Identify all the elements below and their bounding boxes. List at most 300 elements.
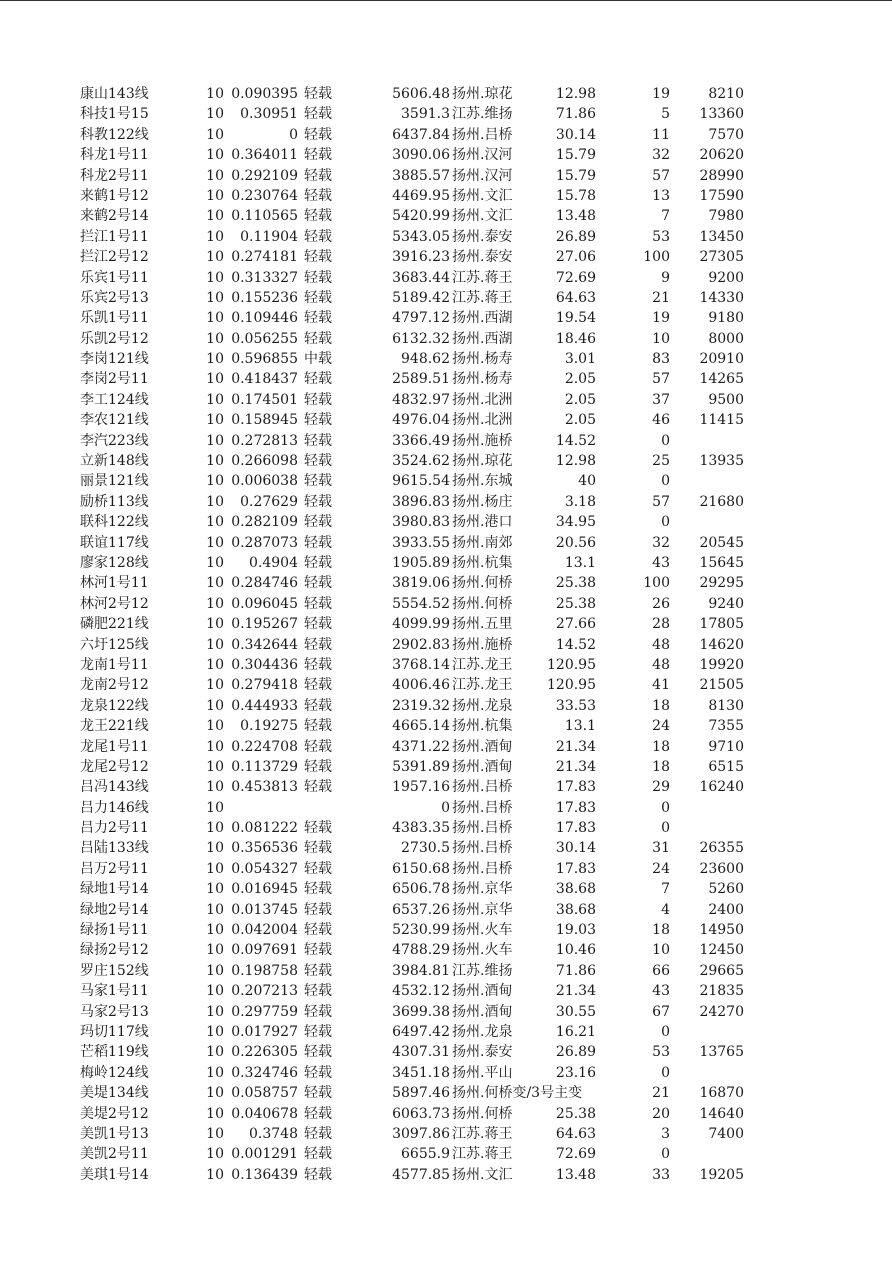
- voltage-cell[interactable]: 10: [206, 534, 224, 551]
- substation-cell[interactable]: 扬州.杨庄: [452, 493, 513, 510]
- voltage-cell[interactable]: 10: [206, 942, 224, 959]
- substation-cell[interactable]: 扬州.文汇: [452, 187, 513, 204]
- count-cell[interactable]: 11: [652, 126, 670, 143]
- capacity-cell[interactable]: 4797.12: [392, 310, 450, 327]
- distance-cell[interactable]: 30.14: [555, 840, 596, 857]
- distance-cell[interactable]: 25.38: [555, 1105, 596, 1122]
- load-status-cell[interactable]: 轻载: [304, 493, 332, 510]
- substation-cell[interactable]: 扬州.何桥: [452, 1105, 513, 1122]
- count-cell[interactable]: 18: [652, 758, 670, 775]
- distance-cell[interactable]: 38.68: [555, 901, 596, 918]
- count-cell[interactable]: 7: [661, 208, 670, 225]
- voltage-cell[interactable]: 10: [206, 126, 224, 143]
- value-cell[interactable]: 17590: [699, 187, 744, 204]
- capacity-cell[interactable]: 2730.5: [401, 840, 450, 857]
- line-name-cell[interactable]: 磷肥221线: [80, 616, 149, 633]
- voltage-cell[interactable]: 10: [206, 1003, 224, 1020]
- count-cell[interactable]: 100: [643, 249, 670, 266]
- load-status-cell[interactable]: 轻载: [304, 1064, 332, 1081]
- line-name-cell[interactable]: 马家2号13: [80, 1003, 149, 1020]
- load-rate-cell[interactable]: 0.040678: [231, 1105, 298, 1122]
- count-cell[interactable]: 3: [661, 1125, 670, 1142]
- capacity-cell[interactable]: 3916.23: [392, 249, 450, 266]
- load-status-cell[interactable]: 轻载: [304, 1166, 332, 1183]
- voltage-cell[interactable]: 10: [206, 656, 224, 673]
- distance-cell[interactable]: 71.86: [555, 106, 596, 123]
- count-cell[interactable]: 28: [652, 616, 670, 633]
- voltage-cell[interactable]: 10: [206, 86, 224, 102]
- load-status-cell[interactable]: 轻载: [304, 656, 332, 673]
- substation-cell[interactable]: 扬州.龙泉: [452, 1023, 513, 1040]
- line-name-cell[interactable]: 绿扬2号12: [80, 942, 149, 959]
- count-cell[interactable]: 48: [652, 656, 670, 673]
- substation-cell[interactable]: 扬州.泰安: [452, 249, 513, 266]
- value-cell[interactable]: 7570: [708, 126, 744, 143]
- voltage-cell[interactable]: 10: [206, 310, 224, 327]
- load-rate-cell[interactable]: 0.356536: [231, 840, 298, 857]
- load-rate-cell[interactable]: 0.090395: [231, 86, 298, 102]
- voltage-cell[interactable]: 10: [206, 799, 224, 816]
- load-status-cell[interactable]: 轻载: [304, 575, 332, 592]
- count-cell[interactable]: 13: [652, 187, 670, 204]
- voltage-cell[interactable]: 10: [206, 881, 224, 898]
- distance-cell[interactable]: 13.48: [555, 208, 596, 225]
- load-rate-cell[interactable]: 0.109446: [231, 310, 298, 327]
- substation-cell[interactable]: 江苏.维扬: [452, 106, 513, 123]
- value-cell[interactable]: 17805: [699, 616, 744, 633]
- capacity-cell[interactable]: 3090.06: [392, 147, 450, 164]
- voltage-cell[interactable]: 10: [206, 249, 224, 266]
- voltage-cell[interactable]: 10: [206, 473, 224, 490]
- load-rate-cell[interactable]: 0.453813: [231, 779, 298, 796]
- load-status-cell[interactable]: 轻载: [304, 86, 332, 102]
- value-cell[interactable]: 29295: [699, 575, 744, 592]
- count-cell[interactable]: 57: [652, 167, 670, 184]
- distance-cell[interactable]: 12.98: [555, 86, 596, 102]
- capacity-cell[interactable]: 6655.9: [401, 1146, 450, 1163]
- load-rate-cell[interactable]: 0.013745: [231, 901, 298, 918]
- load-rate-cell[interactable]: 0.30951: [240, 106, 298, 123]
- load-status-cell[interactable]: 轻载: [304, 391, 332, 408]
- capacity-cell[interactable]: 5420.99: [392, 208, 450, 225]
- count-cell[interactable]: 19: [652, 310, 670, 327]
- distance-cell[interactable]: 30.55: [555, 1003, 596, 1020]
- line-name-cell[interactable]: 梅岭124线: [80, 1064, 149, 1081]
- load-status-cell[interactable]: 轻载: [304, 616, 332, 633]
- count-cell[interactable]: 41: [652, 677, 670, 694]
- substation-cell[interactable]: 扬州.南郊: [452, 534, 513, 551]
- capacity-cell[interactable]: 3933.55: [392, 534, 450, 551]
- count-cell[interactable]: 24: [652, 860, 670, 877]
- voltage-cell[interactable]: 10: [206, 575, 224, 592]
- load-rate-cell[interactable]: 0: [289, 126, 298, 143]
- capacity-cell[interactable]: 4976.04: [392, 412, 450, 429]
- line-name-cell[interactable]: 美凯1号13: [80, 1125, 149, 1142]
- line-name-cell[interactable]: 马家1号11: [80, 983, 149, 1000]
- line-name-cell[interactable]: 励桥113线: [80, 493, 149, 510]
- load-status-cell[interactable]: 轻载: [304, 1085, 332, 1102]
- voltage-cell[interactable]: 10: [206, 697, 224, 714]
- load-status-cell[interactable]: 轻载: [304, 412, 332, 429]
- capacity-cell[interactable]: 5606.48: [392, 86, 450, 102]
- value-cell[interactable]: 20545: [699, 534, 744, 551]
- load-rate-cell[interactable]: 0.324746: [231, 1064, 298, 1081]
- distance-cell[interactable]: 17.83: [555, 860, 596, 877]
- voltage-cell[interactable]: 10: [206, 1064, 224, 1081]
- load-rate-cell[interactable]: 0.058757: [231, 1085, 298, 1102]
- line-name-cell[interactable]: 吕力2号11: [80, 820, 149, 837]
- load-rate-cell[interactable]: 0.304436: [231, 656, 298, 673]
- count-cell[interactable]: 21: [652, 1085, 670, 1102]
- voltage-cell[interactable]: 10: [206, 554, 224, 571]
- count-cell[interactable]: 67: [652, 1003, 670, 1020]
- load-status-cell[interactable]: 轻载: [304, 228, 332, 245]
- substation-cell[interactable]: 江苏.龙王: [452, 656, 513, 673]
- voltage-cell[interactable]: 10: [206, 1023, 224, 1040]
- line-name-cell[interactable]: 芒稻119线: [80, 1044, 149, 1061]
- line-name-cell[interactable]: 乐凯1号11: [80, 310, 149, 327]
- voltage-cell[interactable]: 10: [206, 901, 224, 918]
- load-status-cell[interactable]: 轻载: [304, 126, 332, 143]
- count-cell[interactable]: 57: [652, 493, 670, 510]
- substation-cell[interactable]: 扬州.吕桥: [452, 126, 513, 143]
- load-status-cell[interactable]: 轻载: [304, 962, 332, 979]
- line-name-cell[interactable]: 六圩125线: [80, 636, 149, 653]
- count-cell[interactable]: 7: [661, 881, 670, 898]
- value-cell[interactable]: 13935: [699, 453, 744, 470]
- distance-cell[interactable]: 34.95: [555, 514, 596, 531]
- count-cell[interactable]: 26: [652, 595, 670, 612]
- value-cell[interactable]: 8000: [708, 330, 744, 347]
- load-status-cell[interactable]: 轻载: [304, 187, 332, 204]
- line-name-cell[interactable]: 美凯2号11: [80, 1146, 149, 1163]
- distance-cell[interactable]: 25.38: [555, 595, 596, 612]
- capacity-cell[interactable]: 6132.32: [392, 330, 450, 347]
- line-name-cell[interactable]: 拦江2号12: [80, 249, 149, 266]
- capacity-cell[interactable]: 948.62: [401, 351, 450, 368]
- value-cell[interactable]: 7355: [708, 718, 744, 735]
- distance-cell[interactable]: 20.56: [555, 534, 596, 551]
- substation-cell[interactable]: 扬州.何桥: [452, 575, 513, 592]
- load-status-cell[interactable]: 轻载: [304, 820, 332, 837]
- load-rate-cell[interactable]: 0.313327: [231, 269, 298, 286]
- distance-cell[interactable]: 18.46: [555, 330, 596, 347]
- load-rate-cell[interactable]: 0.198758: [231, 962, 298, 979]
- line-name-cell[interactable]: 立新148线: [80, 453, 149, 470]
- substation-cell[interactable]: 扬州.何桥: [452, 595, 513, 612]
- substation-cell[interactable]: 江苏.龙王: [452, 677, 513, 694]
- capacity-cell[interactable]: 3768.14: [392, 656, 450, 673]
- capacity-cell[interactable]: 3980.83: [392, 514, 450, 531]
- capacity-cell[interactable]: 3591.3: [401, 106, 450, 123]
- load-rate-cell[interactable]: 0.27629: [240, 493, 298, 510]
- load-status-cell[interactable]: 轻载: [304, 269, 332, 286]
- voltage-cell[interactable]: 10: [206, 371, 224, 388]
- distance-cell[interactable]: 2.05: [564, 412, 596, 429]
- distance-cell[interactable]: 14.52: [555, 432, 596, 449]
- load-rate-cell[interactable]: 0.006038: [231, 473, 298, 490]
- distance-cell[interactable]: 17.83: [555, 779, 596, 796]
- value-cell[interactable]: 11415: [699, 412, 744, 429]
- value-cell[interactable]: 20910: [699, 351, 744, 368]
- distance-cell[interactable]: 27.06: [555, 249, 596, 266]
- load-rate-cell[interactable]: 0.297759: [231, 1003, 298, 1020]
- substation-cell[interactable]: 扬州.龙泉: [452, 697, 513, 714]
- count-cell[interactable]: 21: [652, 289, 670, 306]
- capacity-cell[interactable]: 4383.35: [392, 820, 450, 837]
- distance-cell[interactable]: 21.34: [555, 758, 596, 775]
- capacity-cell[interactable]: 3699.38: [392, 1003, 450, 1020]
- line-name-cell[interactable]: 林河2号12: [80, 595, 149, 612]
- line-name-cell[interactable]: 龙泉122线: [80, 697, 149, 714]
- value-cell[interactable]: 20620: [699, 147, 744, 164]
- substation-cell[interactable]: 扬州.吕桥: [452, 799, 513, 816]
- value-cell[interactable]: 23600: [699, 860, 744, 877]
- capacity-cell[interactable]: 3524.62: [392, 453, 450, 470]
- load-rate-cell[interactable]: 0.364011: [231, 147, 298, 164]
- line-name-cell[interactable]: 康山143线: [80, 86, 149, 102]
- count-cell[interactable]: 43: [652, 983, 670, 1000]
- load-rate-cell[interactable]: 0.016945: [231, 881, 298, 898]
- distance-cell[interactable]: 17.83: [555, 820, 596, 837]
- substation-cell[interactable]: 扬州.杨寿: [452, 371, 513, 388]
- value-cell[interactable]: 27305: [699, 249, 744, 266]
- value-cell[interactable]: 14950: [699, 922, 744, 939]
- line-name-cell[interactable]: 来鹤2号14: [80, 208, 149, 225]
- distance-cell[interactable]: 17.83: [555, 799, 596, 816]
- line-name-cell[interactable]: 吕万2号11: [80, 860, 149, 877]
- voltage-cell[interactable]: 10: [206, 758, 224, 775]
- line-name-cell[interactable]: 李农121线: [80, 412, 149, 429]
- count-cell[interactable]: 53: [652, 228, 670, 245]
- load-rate-cell[interactable]: 0.136439: [231, 1166, 298, 1183]
- substation-cell[interactable]: 扬州.东城: [452, 473, 513, 490]
- line-name-cell[interactable]: 吕冯143线: [80, 779, 149, 796]
- capacity-cell[interactable]: 3366.49: [392, 432, 450, 449]
- count-cell[interactable]: 4: [661, 901, 670, 918]
- line-name-cell[interactable]: 龙南2号12: [80, 677, 149, 694]
- load-rate-cell[interactable]: 0.174501: [231, 391, 298, 408]
- line-name-cell[interactable]: 罗庄152线: [80, 962, 149, 979]
- load-rate-cell[interactable]: 0.226305: [231, 1044, 298, 1061]
- line-name-cell[interactable]: 联科122线: [80, 514, 149, 531]
- substation-cell[interactable]: 扬州.北洲: [452, 412, 513, 429]
- load-rate-cell[interactable]: 0.3748: [249, 1125, 298, 1142]
- load-status-cell[interactable]: 轻载: [304, 432, 332, 449]
- load-status-cell[interactable]: 轻载: [304, 697, 332, 714]
- line-name-cell[interactable]: 拦江1号11: [80, 228, 149, 245]
- distance-cell[interactable]: 3.18: [564, 493, 596, 510]
- voltage-cell[interactable]: 10: [206, 167, 224, 184]
- distance-cell[interactable]: 30.14: [555, 126, 596, 143]
- substation-cell[interactable]: 扬州.京华: [452, 901, 513, 918]
- substation-cell[interactable]: 扬州.汉河: [452, 167, 513, 184]
- value-cell[interactable]: 14265: [699, 371, 744, 388]
- load-rate-cell[interactable]: 0.056255: [231, 330, 298, 347]
- capacity-cell[interactable]: 6150.68: [392, 860, 450, 877]
- count-cell[interactable]: 33: [652, 1166, 670, 1183]
- count-cell[interactable]: 18: [652, 697, 670, 714]
- load-status-cell[interactable]: 轻载: [304, 840, 332, 857]
- value-cell[interactable]: 7400: [708, 1125, 744, 1142]
- capacity-cell[interactable]: 4371.22: [392, 738, 450, 755]
- value-cell[interactable]: 14330: [699, 289, 744, 306]
- count-cell[interactable]: 19: [652, 86, 670, 102]
- value-cell[interactable]: 14640: [699, 1105, 744, 1122]
- value-cell[interactable]: 29665: [699, 962, 744, 979]
- capacity-cell[interactable]: 4532.12: [392, 983, 450, 1000]
- count-cell[interactable]: 10: [652, 330, 670, 347]
- capacity-cell[interactable]: 6063.73: [392, 1105, 450, 1122]
- load-status-cell[interactable]: 轻载: [304, 1125, 332, 1142]
- substation-cell[interactable]: 扬州.吕桥: [452, 820, 513, 837]
- count-cell[interactable]: 25: [652, 453, 670, 470]
- capacity-cell[interactable]: 4099.99: [392, 616, 450, 633]
- count-cell[interactable]: 29: [652, 779, 670, 796]
- voltage-cell[interactable]: 10: [206, 1044, 224, 1061]
- count-cell[interactable]: 46: [652, 412, 670, 429]
- count-cell[interactable]: 32: [652, 147, 670, 164]
- distance-cell[interactable]: 13.48: [555, 1166, 596, 1183]
- load-status-cell[interactable]: 轻载: [304, 942, 332, 959]
- line-name-cell[interactable]: 李汽223线: [80, 432, 149, 449]
- substation-cell[interactable]: 扬州.琼花: [452, 453, 513, 470]
- load-status-cell[interactable]: 轻载: [304, 860, 332, 877]
- count-cell[interactable]: 32: [652, 534, 670, 551]
- capacity-cell[interactable]: 4665.14: [392, 718, 450, 735]
- voltage-cell[interactable]: 10: [206, 432, 224, 449]
- load-rate-cell[interactable]: 0.284746: [231, 575, 298, 592]
- voltage-cell[interactable]: 10: [206, 1085, 224, 1102]
- substation-cell[interactable]: 扬州.京华: [452, 881, 513, 898]
- line-name-cell[interactable]: 联谊117线: [80, 534, 149, 551]
- capacity-cell[interactable]: 9615.54: [392, 473, 450, 490]
- capacity-cell[interactable]: 4307.31: [392, 1044, 450, 1061]
- voltage-cell[interactable]: 10: [206, 1125, 224, 1142]
- distance-cell[interactable]: 3.01: [564, 351, 596, 368]
- value-cell[interactable]: 7980: [708, 208, 744, 225]
- load-rate-cell[interactable]: 0.110565: [231, 208, 298, 225]
- value-cell[interactable]: 15645: [699, 554, 744, 571]
- voltage-cell[interactable]: 10: [206, 860, 224, 877]
- capacity-cell[interactable]: 3451.18: [392, 1064, 450, 1081]
- load-rate-cell[interactable]: 0.418437: [231, 371, 298, 388]
- capacity-cell[interactable]: 4006.46: [392, 677, 450, 694]
- voltage-cell[interactable]: 10: [206, 738, 224, 755]
- voltage-cell[interactable]: 10: [206, 677, 224, 694]
- capacity-cell[interactable]: 3885.57: [392, 167, 450, 184]
- capacity-cell[interactable]: 6437.84: [392, 126, 450, 143]
- distance-cell[interactable]: 19.03: [555, 922, 596, 939]
- voltage-cell[interactable]: 10: [206, 840, 224, 857]
- value-cell[interactable]: 16870: [699, 1085, 744, 1102]
- load-rate-cell[interactable]: 0.224708: [231, 738, 298, 755]
- substation-cell[interactable]: 江苏.蒋王: [452, 289, 513, 306]
- load-status-cell[interactable]: 轻载: [304, 881, 332, 898]
- value-cell[interactable]: 21835: [699, 983, 744, 1000]
- distance-cell[interactable]: 21.34: [555, 983, 596, 1000]
- count-cell[interactable]: 10: [652, 942, 670, 959]
- line-name-cell[interactable]: 美堤2号12: [80, 1105, 149, 1122]
- substation-cell[interactable]: 扬州.酒甸: [452, 738, 513, 755]
- value-cell[interactable]: 9180: [708, 310, 744, 327]
- load-status-cell[interactable]: 轻载: [304, 779, 332, 796]
- count-cell[interactable]: 0: [661, 514, 670, 531]
- load-status-cell[interactable]: 轻载: [304, 738, 332, 755]
- load-rate-cell[interactable]: 0.272813: [231, 432, 298, 449]
- voltage-cell[interactable]: 10: [206, 616, 224, 633]
- capacity-cell[interactable]: 4832.97: [392, 391, 450, 408]
- capacity-cell[interactable]: 5391.89: [392, 758, 450, 775]
- voltage-cell[interactable]: 10: [206, 330, 224, 347]
- value-cell[interactable]: 26355: [699, 840, 744, 857]
- substation-cell[interactable]: 扬州.杨寿: [452, 351, 513, 368]
- capacity-cell[interactable]: 2319.32: [392, 697, 450, 714]
- line-name-cell[interactable]: 玛切117线: [80, 1023, 149, 1040]
- value-cell[interactable]: 14620: [699, 636, 744, 653]
- substation-cell[interactable]: 扬州.吕桥: [452, 779, 513, 796]
- voltage-cell[interactable]: 10: [206, 289, 224, 306]
- count-cell[interactable]: 31: [652, 840, 670, 857]
- substation-cell[interactable]: 扬州.西湖: [452, 330, 513, 347]
- load-status-cell[interactable]: 轻载: [304, 147, 332, 164]
- load-status-cell[interactable]: 轻载: [304, 1105, 332, 1122]
- capacity-cell[interactable]: 3683.44: [392, 269, 450, 286]
- count-cell[interactable]: 37: [652, 391, 670, 408]
- substation-cell[interactable]: 扬州.平山: [452, 1064, 513, 1081]
- capacity-cell[interactable]: 2902.83: [392, 636, 450, 653]
- distance-cell[interactable]: 40: [578, 473, 596, 490]
- load-rate-cell[interactable]: 0.054327: [231, 860, 298, 877]
- capacity-cell[interactable]: 3819.06: [392, 575, 450, 592]
- capacity-cell[interactable]: 6497.42: [392, 1023, 450, 1040]
- distance-cell[interactable]: 72.69: [555, 269, 596, 286]
- load-rate-cell[interactable]: 0.266098: [231, 453, 298, 470]
- load-status-cell[interactable]: 轻载: [304, 1003, 332, 1020]
- line-name-cell[interactable]: 丽景121线: [80, 473, 149, 490]
- capacity-cell[interactable]: 2589.51: [392, 371, 450, 388]
- value-cell[interactable]: 2400: [708, 901, 744, 918]
- count-cell[interactable]: 53: [652, 1044, 670, 1061]
- capacity-cell[interactable]: 3896.83: [392, 493, 450, 510]
- line-name-cell[interactable]: 绿地2号14: [80, 901, 149, 918]
- load-rate-cell[interactable]: 0.017927: [231, 1023, 298, 1040]
- load-rate-cell[interactable]: 0.081222: [231, 820, 298, 837]
- distance-cell[interactable]: 26.89: [555, 228, 596, 245]
- line-name-cell[interactable]: 科龙1号11: [80, 147, 149, 164]
- voltage-cell[interactable]: 10: [206, 779, 224, 796]
- load-status-cell[interactable]: 轻载: [304, 514, 332, 531]
- voltage-cell[interactable]: 10: [206, 187, 224, 204]
- value-cell[interactable]: 28990: [699, 167, 744, 184]
- distance-cell[interactable]: 38.68: [555, 881, 596, 898]
- substation-cell[interactable]: 扬州.泰安: [452, 228, 513, 245]
- count-cell[interactable]: 0: [661, 799, 670, 816]
- line-name-cell[interactable]: 龙尾1号11: [80, 738, 149, 755]
- voltage-cell[interactable]: 10: [206, 208, 224, 225]
- line-name-cell[interactable]: 来鹤1号12: [80, 187, 149, 204]
- load-rate-cell[interactable]: 0.596855: [231, 351, 298, 368]
- distance-cell[interactable]: 15.79: [555, 167, 596, 184]
- load-rate-cell[interactable]: 0.274181: [231, 249, 298, 266]
- distance-cell[interactable]: 14.52: [555, 636, 596, 653]
- value-cell[interactable]: 13360: [699, 106, 744, 123]
- capacity-cell[interactable]: 6506.78: [392, 881, 450, 898]
- voltage-cell[interactable]: 10: [206, 718, 224, 735]
- load-rate-cell[interactable]: 0.113729: [231, 758, 298, 775]
- substation-cell[interactable]: 江苏.维扬: [452, 962, 513, 979]
- capacity-cell[interactable]: 4577.85: [392, 1166, 450, 1183]
